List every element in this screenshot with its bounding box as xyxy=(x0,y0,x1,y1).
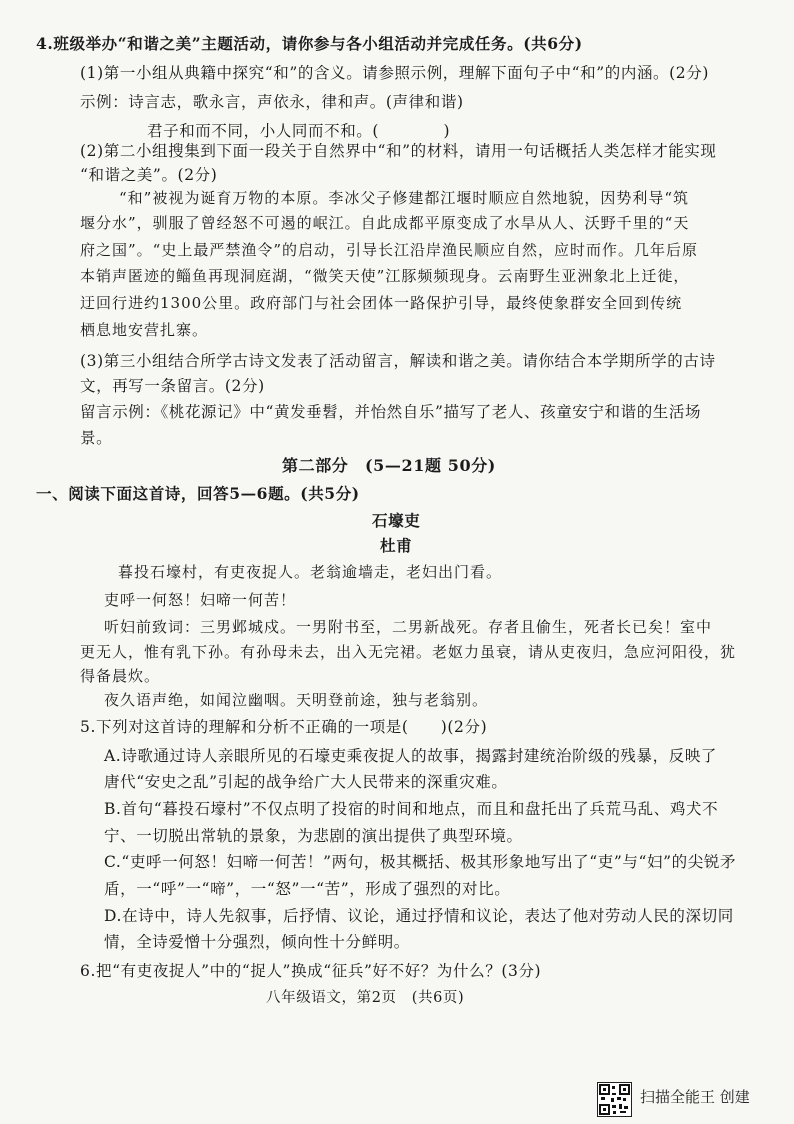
question-4-3: (3)第三小组结合所学古诗文发表了活动留言，解读和谐之美。请你结合本学期所学的古诗 xyxy=(80,352,716,370)
question-4-1: (1)第一小组从典籍中探究“和”的含义。请参照示例，理解下面句子中“和”的内涵。(2分) xyxy=(80,64,710,82)
option-a: A.诗歌通过诗人亲眼所见的石壕吏乘夜捉人的故事，揭露封建统治阶级的残暴，反映了 xyxy=(104,747,718,765)
poem-author: 杜甫 xyxy=(380,536,413,555)
poem-line: 听妇前致词：三男邺城戍。一男附书至，二男新战死。存者且偷生，死者长已矣！室中 xyxy=(104,618,713,636)
poem-line: 得备晨炊。 xyxy=(80,667,161,685)
option-b-cont: 宁、一切脱出常轨的景象，为悲剧的演出提供了典型环境。 xyxy=(104,827,523,845)
qr-code-icon xyxy=(597,1082,632,1117)
question-6: 6.把“有吏夜捉人”中的“捉人”换成“征兵”好不好？为什么？(3分) xyxy=(80,962,542,980)
material-line: 堰分水”，驯服了曾经怒不可遏的岷江。自此成都平原变成了水旱从人、沃野千里的“天 xyxy=(80,214,690,232)
example-line: 示例：诗言志，歌永言，声依永，律和声。(声律和谐) xyxy=(80,93,464,111)
poem-line: 更无人，惟有乳下孙。有孙母未去，出入无完裙。老妪力虽衰，请从吏夜归，急应河阳役，犹 xyxy=(80,643,737,661)
example-sentence: 君子和而不同，小人同而不和。( ) xyxy=(147,122,451,140)
section-1-heading: 一、阅读下面这首诗，回答5—6题。(共5分) xyxy=(36,484,360,503)
scanner-watermark: 扫描全能王 创建 xyxy=(640,1088,750,1106)
option-d-cont: 情，全诗爱憎十分强烈，倾向性十分鲜明。 xyxy=(104,933,410,951)
question-4-3-cont: 文，再写一条留言。(2分) xyxy=(80,377,265,395)
material-line: “和”被视为诞育万物的本原。李冰父子修建都江堰时顺应自然地貌，因势利导“筑 xyxy=(119,189,690,207)
question-5: 5.下列对这首诗的理解和分析不正确的一项是( )(2分) xyxy=(80,718,488,736)
material-line: 栖息地安营扎寨。 xyxy=(80,321,209,339)
material-line: 府之国”。“史上最严禁渔令”的启动，引导长江沿岸渔民顺应自然，应时而作。几年后原 xyxy=(80,241,699,259)
part-2-heading: 第二部分 (5—21题 50分) xyxy=(282,456,496,475)
question-4-2: (2)第二小组搜集到下面一段关于自然界中“和”的材料，请用一句话概括人类怎样才能实现 xyxy=(80,142,717,160)
option-c: C.“吏呼一何怒！妇啼一何苦！”两句，极其概括、极其形象地写出了“吏”与“妇”的尖锐矛 xyxy=(104,853,737,871)
message-example-cont: 景。 xyxy=(80,429,113,447)
message-example: 留言示例：《桃花源记》中“黄发垂髫，并怡然自乐”描写了老人、孩童安宁和谐的生活场 xyxy=(80,403,702,421)
option-d: D.在诗中，诗人先叙事，后抒情、议论，通过抒情和议论，表达了他对劳动人民的深切同 xyxy=(104,907,734,925)
question-4-2-cont: “和谐之美”。(2分) xyxy=(80,166,218,184)
poem-line: 暮投石壕村，有吏夜捉人。老翁逾墙走，老妇出门看。 xyxy=(118,563,503,581)
page-footer: 八年级语文，第2页 (共6页) xyxy=(266,990,465,1006)
material-line: 本销声匿迹的鲻鱼再现洞庭湖，“微笑天使”江豚频频现身。云南野生亚洲象北上迁徙， xyxy=(80,267,690,285)
question-4-title: 4.班级举办“和谐之美”主题活动，请你参与各小组活动并完成任务。(共6分) xyxy=(36,34,583,53)
option-b: B.首句“暮投石壕村”不仅点明了投宿的时间和地点，而且和盘托出了兵荒马乱、鸡犬不 xyxy=(104,800,719,818)
poem-line: 夜久语声绝，如闻泣幽咽。天明登前途，独与老翁别。 xyxy=(104,691,489,709)
option-a-cont: 唐代“安史之乱”引起的战争给广大人民带来的深重灾难。 xyxy=(104,773,508,791)
poem-title: 石壕吏 xyxy=(372,511,421,530)
material-line: 迂回行进约1300公里。政府部门与社会团体一路保护引导，最终使象群安全回到传统 xyxy=(80,294,683,312)
poem-line: 吏呼一何怒！妇啼一何苦！ xyxy=(104,591,297,609)
option-c-cont: 盾，一“呼”一“啼”，一“怒”一“苦”，形成了强烈的对比。 xyxy=(104,880,511,898)
